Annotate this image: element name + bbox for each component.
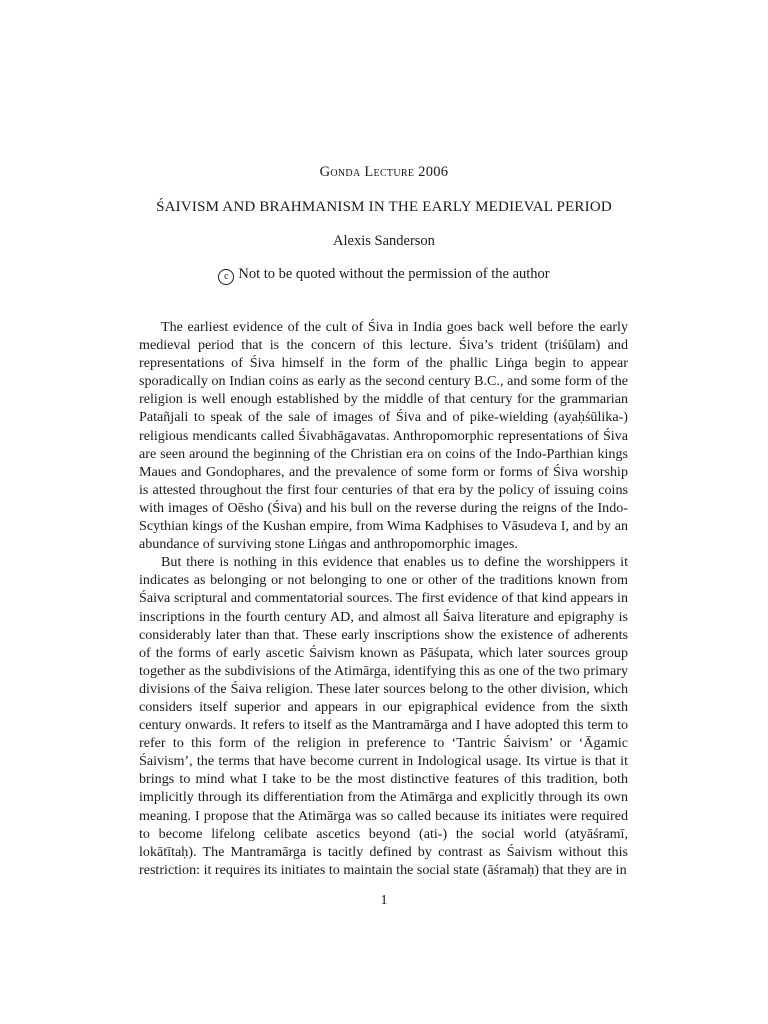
copyright-notice-text: Not to be quoted without the permission of the author	[238, 266, 550, 282]
paragraph: But there is nothing in this evidence that enables us to define the worshippers it indicates as belonging or not belonging to one or other of the traditions known from Śaiva scriptural and commentatorial sources. The first evidence of that kind appears in inscriptions in the fourth century AD, and almost all Śaiva literature and epigraphy is considerably later than that. These early inscriptions show the existence of adherents of the forms of early ascetic Śaivism known as Pāśupata, which later sources group together as the subdivisions of the Atimārga, identifying this as one of the two primary divisions of the Śaiva religion. These later sources belong to the other division, which considers itself superior and appears in our epigraphical evidence from the sixth century onwards. It refers to itself as the Mantramārga and I have adopted this term to refer to this form of the religion in preference to ‘Tantric Śaivism’ or ‘Āgamic Śaivism’, the terms that have become current in Indological usage. Its virtue is that it brings to mind what I take to be the most distinctive features of this tradition, both implicitly through its differentiation from the Atimārga and explicitly through its own meaning. I propose that the Atimārga was so called because its initiates were required to become lifelong celibate ascetics beyond (ati-) the social world (atyāśramī, lokātītaḥ). The Mantramārga is tacitly defined by contrast as Śaivism without this restriction: it requires its initiates to maintain the social state (āśramaḥ) that they are in	[139, 554, 628, 878]
paragraph: The earliest evidence of the cult of Śiva in India goes back well before the early medieval period that is the concern of this lecture. Śiva’s trident (triśūlam) and representations of Śiva himself in the form of the phallic Liṅga begin to appear sporadically on Indian coins as early as the second century B.C., and some form of the religion is well enough established by the middle of that century for the grammarian Patañjali to speak of the sale of images of Śiva and of pike-wielding (ayaḥśūlika-) religious mendicants called Śivabhāgavatas. Anthropomorphic representations of Śiva are seen around the beginning of the Christian era on coins of the Indo-Parthian kings Maues and Gondophares, and the prevalence of some form or forms of Śiva worship is attested throughout the first four centuries of that era by the policy of issuing coins with images of Oēsho (Śiva) and his bull on the reverse during the reigns of the Indo-Scythian kings of the Kushan empire, from Wima Kadphises to Vāsudeva I, and by an abundance of surviving stone Liṅgas and anthropomorphic images.	[139, 319, 628, 553]
lecture-title: ŚAIVISM AND BRAHMANISM IN THE EARLY MEDIEVAL PERIOD	[156, 199, 612, 215]
author-name: Alexis Sanderson	[333, 233, 435, 249]
page-number: 1	[380, 893, 388, 908]
copyright-notice	[0, 266, 768, 285]
lecture-series-heading: Gonda Lecture 2006	[319, 164, 449, 180]
body-text	[139, 318, 628, 879]
copyright-icon: c	[218, 269, 234, 285]
